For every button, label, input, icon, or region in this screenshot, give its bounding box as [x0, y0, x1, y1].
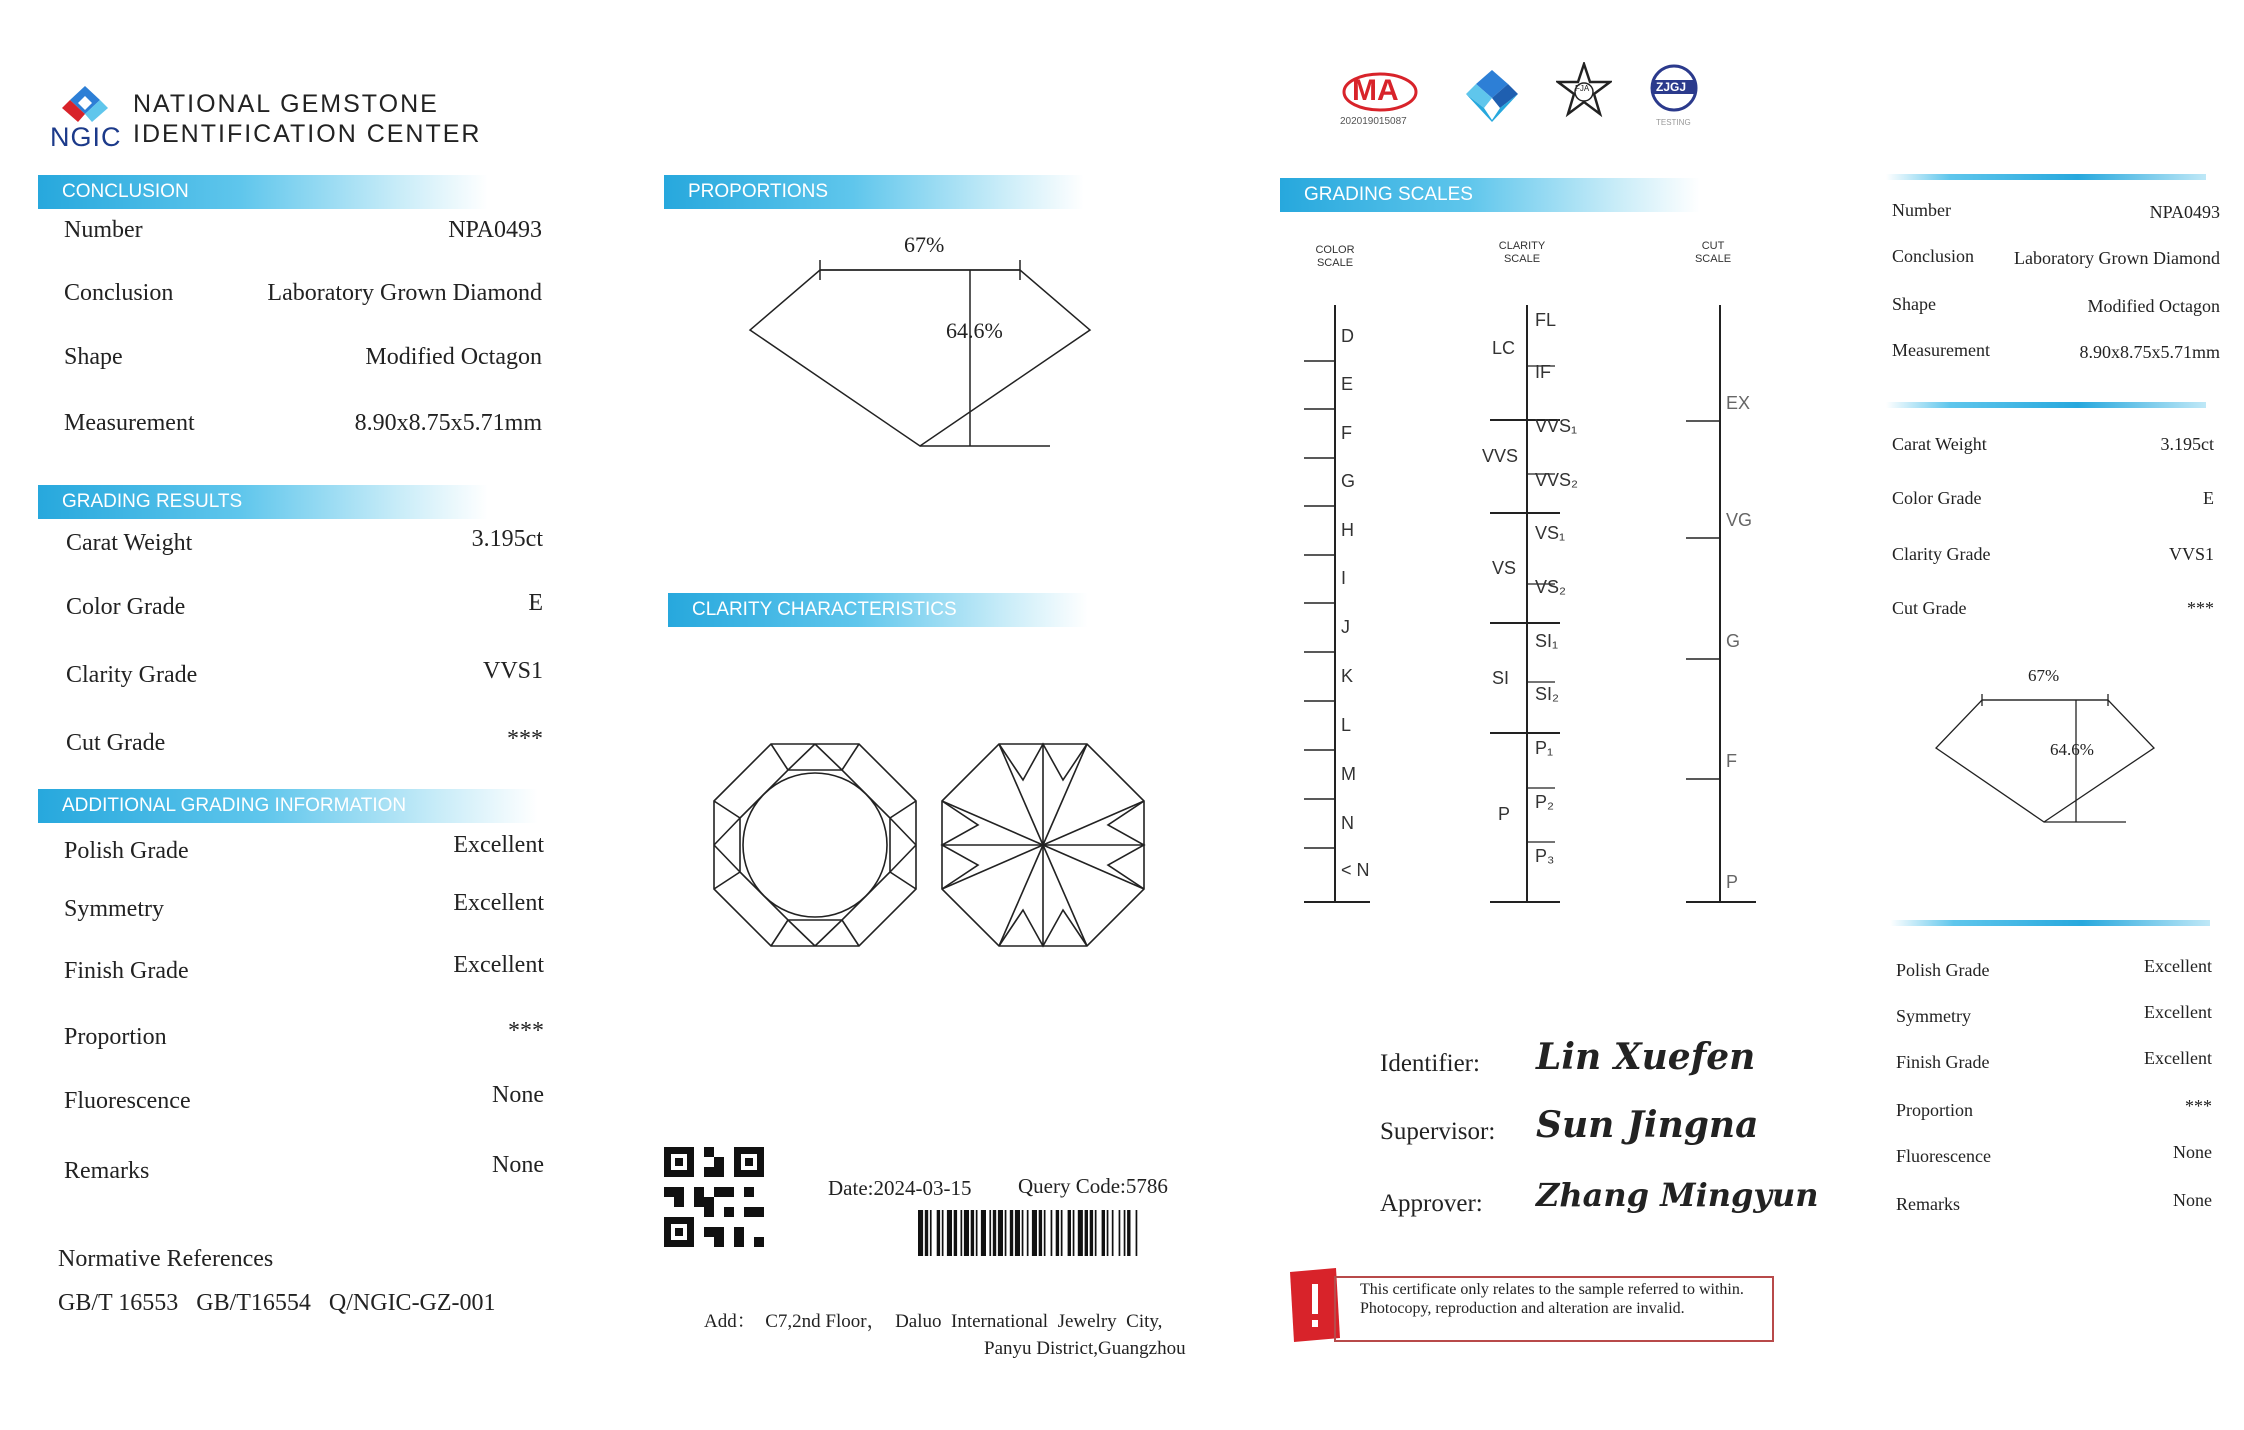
ma-number: 202019015087	[1340, 116, 1407, 127]
barcode-bar	[1124, 1210, 1126, 1256]
barcode-bar	[1051, 1210, 1053, 1256]
color-grade-tick: E	[1341, 374, 1354, 394]
address-line1: Add： C7,2nd Floor， Daluo International Jewelry City,	[704, 1311, 1163, 1332]
barcode-bar	[937, 1210, 940, 1256]
summary-top-label: Number	[1892, 200, 1951, 220]
barcode-bar	[1078, 1210, 1083, 1256]
disclaimer-text: This certificate only relates to the sample referred to within. Photocopy, reproduction and alteration are invalid.	[1360, 1281, 1744, 1317]
additional-info-value: Excellent	[453, 832, 544, 858]
conclusion-value: 8.90x8.75x5.71mm	[354, 410, 542, 436]
color-grade-tick: M	[1341, 764, 1356, 784]
summary-bottom-label: Remarks	[1896, 1194, 1960, 1214]
scales-lines	[1290, 290, 1760, 910]
grading-scales-band: GRADING SCALES	[1280, 178, 1700, 212]
clarity-plot-pavilion	[938, 740, 1148, 950]
grading-result-row	[66, 526, 543, 566]
clarity-grade-tick: IF	[1535, 362, 1551, 382]
barcode-bar	[993, 1210, 996, 1256]
summary-depth-percent: 64.6%	[2050, 740, 2094, 759]
diamond-cert-icon	[1460, 68, 1524, 124]
grading-result-row	[66, 726, 543, 766]
additional-info-label: Proportion	[64, 1024, 167, 1050]
warning-icon	[1290, 1268, 1340, 1342]
color-grade-tick: K	[1341, 666, 1354, 686]
summary-mid-value: E	[2203, 488, 2214, 508]
summary-mid-label: Carat Weight	[1892, 434, 1987, 454]
additional-info-label: Fluorescence	[64, 1088, 191, 1114]
address-line2: Panyu District,Guangzhou	[984, 1338, 1186, 1359]
summary-top-value: 8.90x8.75x5.71mm	[2079, 342, 2220, 362]
summary-bottom-row	[1896, 956, 2212, 990]
additional-info-value: Excellent	[453, 952, 544, 978]
summary-bottom-label: Polish Grade	[1896, 960, 1990, 980]
additional-info-label: Symmetry	[64, 896, 164, 922]
table-percent: 67%	[904, 232, 945, 257]
summary-divider-bottom	[1890, 920, 2210, 926]
clarity-scale-title-line1: CLARITY	[1498, 240, 1546, 252]
color-grade-tick: L	[1341, 715, 1352, 735]
summary-proportion-diagram	[1930, 690, 2160, 830]
clarity-group-label: VVS	[1482, 446, 1519, 466]
signature-name: Zhang Mingyun	[1536, 1176, 1819, 1214]
summary-bottom-value: Excellent	[2144, 956, 2212, 976]
proportions-band: PROPORTIONS	[664, 175, 1084, 209]
barcode-bar	[1061, 1210, 1063, 1256]
barcode-bar	[1015, 1210, 1020, 1256]
conclusion-row	[64, 410, 542, 446]
qr-code-icon[interactable]	[664, 1144, 764, 1250]
barcode-bar	[964, 1210, 969, 1256]
additional-info-row	[64, 1152, 544, 1194]
summary-top-label: Measurement	[1892, 340, 1990, 360]
fja-text: FJA	[1575, 84, 1590, 93]
cut-scale-title	[1688, 240, 1738, 266]
barcode-bar	[918, 1210, 923, 1256]
clarity-grade-tick: VVS₂	[1535, 470, 1579, 490]
barcode-bar	[1073, 1210, 1075, 1256]
cut-grade-tick: F	[1726, 751, 1737, 771]
summary-bottom-row	[1896, 1002, 2212, 1036]
zjgj-text: ZJGJ	[1656, 80, 1687, 94]
grading-result-label: Color Grade	[66, 594, 186, 620]
barcode-bar	[1056, 1210, 1059, 1256]
barcode-bar	[1032, 1210, 1037, 1256]
summary-divider-top	[1886, 174, 2206, 180]
additional-info-row	[64, 890, 544, 932]
barcode-bar	[976, 1210, 978, 1256]
clarity-group-label: VS	[1492, 558, 1517, 578]
barcode-bar	[1107, 1210, 1109, 1256]
summary-bottom-label: Symmetry	[1896, 1006, 1971, 1026]
color-grade-tick: F	[1341, 423, 1352, 443]
clarity-group-label: SI	[1492, 668, 1510, 688]
clarity-scale-title	[1494, 240, 1550, 266]
summary-mid-label: Cut Grade	[1892, 598, 1967, 618]
clarity-group-label: LC	[1492, 338, 1516, 358]
cut-scale-title-line1: CUT	[1701, 240, 1725, 252]
clarity-grade-tick: VS₂	[1535, 577, 1566, 597]
grading-result-row	[66, 590, 543, 630]
grading-result-label: Cut Grade	[66, 730, 166, 756]
additional-info-value: None	[492, 1082, 544, 1108]
additional-info-value: ***	[508, 1018, 544, 1044]
summary-mid-value: VVS1	[2168, 544, 2214, 564]
barcode	[918, 1210, 1188, 1258]
barcode-bar	[1112, 1210, 1114, 1256]
proportion-diagram	[740, 230, 1110, 460]
barcode-bar	[989, 1210, 991, 1256]
summary-mid-row	[1892, 434, 2214, 464]
barcode-bar	[971, 1210, 974, 1256]
summary-bottom-row	[1896, 1190, 2212, 1224]
color-grade-tick: H	[1341, 520, 1354, 540]
summary-mid-row	[1892, 598, 2214, 628]
clarity-grade-tick: FL	[1535, 310, 1557, 330]
additional-info-label: Finish Grade	[64, 958, 189, 984]
clarity-grade-tick: VS₁	[1535, 523, 1566, 543]
grading-result-value: 3.195ct	[471, 526, 543, 552]
summary-bottom-value: None	[2173, 1142, 2212, 1162]
barcode-bar	[1119, 1210, 1121, 1256]
cut-grade-tick: G	[1726, 631, 1741, 651]
summary-top-row	[1892, 200, 2220, 230]
conclusion-value: NPA0493	[448, 217, 542, 243]
color-scale-title	[1310, 244, 1360, 270]
summary-bottom-value: Excellent	[2144, 1048, 2212, 1068]
summary-mid-label: Color Grade	[1892, 488, 1982, 508]
cut-scale-title-line2: SCALE	[1694, 253, 1732, 265]
barcode-bar	[1068, 1210, 1071, 1256]
signature-name: Sun Jingna	[1536, 1104, 1759, 1146]
additional-band: ADDITIONAL GRADING INFORMATION	[38, 789, 538, 823]
color-grade-tick: D	[1341, 326, 1354, 346]
grading-result-label: Clarity Grade	[66, 662, 198, 688]
additional-info-row	[64, 1018, 544, 1060]
conclusion-label: Shape	[64, 344, 123, 370]
additional-info-row	[64, 952, 544, 994]
signature-role: Identifier:	[1380, 1050, 1480, 1077]
barcode-bar	[1127, 1210, 1130, 1256]
org-name-line1: NATIONAL GEMSTONE	[133, 90, 439, 118]
clarity-grade-tick: SI₁	[1535, 631, 1559, 651]
summary-mid-value: ***	[2187, 598, 2214, 618]
conclusion-row	[64, 280, 542, 316]
depth-percent: 64.6%	[946, 318, 1003, 343]
issue-date: Date:2024-03-15	[828, 1176, 972, 1200]
clarity-grade-tick: P₃	[1535, 846, 1555, 866]
barcode-bar	[1085, 1210, 1088, 1256]
barcode-bar	[942, 1210, 944, 1256]
conclusion-row	[64, 217, 542, 253]
grading-result-value: E	[528, 590, 543, 616]
additional-info-label: Remarks	[64, 1158, 150, 1184]
grading-result-value: VVS1	[482, 658, 543, 684]
summary-bottom-row	[1896, 1048, 2212, 1082]
query-code: Query Code:5786	[1018, 1174, 1168, 1198]
additional-info-value: Excellent	[453, 890, 544, 916]
barcode-bar	[954, 1210, 957, 1256]
barcode-bar	[1102, 1210, 1105, 1256]
clarity-plot-crown	[710, 740, 920, 950]
conclusion-value: Modified Octagon	[365, 344, 542, 370]
barcode-bar	[930, 1210, 932, 1256]
summary-top-value: Laboratory Grown Diamond	[2014, 248, 2220, 268]
conclusion-band: CONCLUSION	[38, 175, 488, 209]
testing-text: TESTING	[1656, 118, 1691, 127]
additional-info-label: Polish Grade	[64, 838, 189, 864]
additional-info-row	[64, 832, 544, 874]
summary-top-label: Shape	[1892, 294, 1936, 314]
barcode-bar	[1095, 1210, 1097, 1256]
color-grade-tick: < N	[1341, 860, 1370, 880]
barcode-bar	[961, 1210, 963, 1256]
summary-mid-label: Clarity Grade	[1892, 544, 1991, 564]
barcode-bar	[981, 1210, 986, 1256]
summary-top-value: Modified Octagon	[2087, 296, 2220, 316]
summary-top-label: Conclusion	[1892, 246, 1975, 266]
signature-role: Supervisor:	[1380, 1118, 1496, 1145]
normative-refs: GB/T 16553 GB/T16554 Q/NGIC-GZ-001	[58, 1290, 496, 1316]
color-scale-title-line2: SCALE	[1316, 257, 1354, 269]
barcode-bar	[1136, 1210, 1138, 1256]
summary-mid-row	[1892, 488, 2214, 518]
conclusion-label: Measurement	[64, 410, 195, 436]
summary-bottom-value: ***	[2185, 1096, 2212, 1116]
summary-bottom-label: Proportion	[1896, 1100, 1974, 1120]
summary-top-row	[1892, 294, 2220, 324]
clarity-characteristics-band: CLARITY CHARACTERISTICS	[668, 593, 1088, 627]
conclusion-label: Number	[64, 217, 143, 243]
barcode-bar	[1005, 1210, 1007, 1256]
conclusion-label: Conclusion	[64, 280, 174, 306]
signature-name: Lin Xuefen	[1536, 1036, 1756, 1078]
summary-bottom-label: Finish Grade	[1896, 1052, 1990, 1072]
summary-divider-mid	[1886, 402, 2206, 408]
barcode-bar	[998, 1210, 1003, 1256]
grading-results-band: GRADING RESULTS	[38, 485, 488, 519]
clarity-group-label: P	[1498, 804, 1511, 824]
cut-grade-tick: VG	[1726, 510, 1753, 530]
summary-bottom-row	[1896, 1142, 2212, 1176]
summary-top-row	[1892, 340, 2220, 370]
clarity-scale-title-line2: SCALE	[1503, 253, 1541, 265]
normative-title: Normative References	[58, 1246, 274, 1272]
clarity-grade-tick: SI₂	[1535, 684, 1559, 704]
barcode-bar	[1039, 1210, 1042, 1256]
summary-mid-value: 3.195ct	[2160, 434, 2214, 454]
summary-bottom-label: Fluorescence	[1896, 1146, 1991, 1166]
additional-info-row	[64, 1082, 544, 1124]
barcode-bar	[925, 1210, 928, 1256]
summary-top-value: NPA0493	[2149, 202, 2220, 222]
barcode-bar	[1022, 1210, 1024, 1256]
grading-result-value: ***	[507, 726, 543, 752]
barcode-bar	[1044, 1210, 1046, 1256]
color-grade-tick: G	[1341, 471, 1356, 491]
color-grade-tick: J	[1341, 617, 1350, 637]
barcode-bar	[1090, 1210, 1093, 1256]
cut-grade-tick: P	[1726, 872, 1739, 892]
barcode-bar	[1010, 1210, 1013, 1256]
clarity-grade-tick: P₂	[1535, 792, 1554, 812]
summary-mid-row	[1892, 544, 2214, 574]
summary-bottom-value: None	[2173, 1190, 2212, 1210]
org-name-line2: IDENTIFICATION CENTER	[133, 120, 482, 148]
barcode-bar	[1027, 1210, 1029, 1256]
summary-bottom-value: Excellent	[2144, 1002, 2212, 1022]
clarity-grade-tick: VVS₁	[1535, 416, 1578, 436]
ma-text: MA	[1352, 74, 1399, 107]
additional-info-value: None	[492, 1152, 544, 1178]
conclusion-row	[64, 344, 542, 380]
barcode-bar	[947, 1210, 952, 1256]
conclusion-value: Laboratory Grown Diamond	[267, 280, 542, 306]
color-grade-tick: N	[1341, 813, 1354, 833]
grading-result-label: Carat Weight	[66, 530, 193, 556]
logo-abbr: NGIC	[50, 122, 122, 152]
grading-result-row	[66, 658, 543, 698]
summary-table-percent: 67%	[2028, 666, 2060, 685]
summary-bottom-row	[1896, 1096, 2212, 1130]
summary-top-row	[1892, 246, 2220, 276]
clarity-grade-tick: P₁	[1535, 738, 1554, 758]
cut-grade-tick: EX	[1726, 393, 1751, 413]
color-scale-title-line1: COLOR	[1315, 244, 1355, 256]
signature-role: Approver:	[1380, 1190, 1483, 1217]
color-grade-tick: I	[1341, 568, 1347, 588]
